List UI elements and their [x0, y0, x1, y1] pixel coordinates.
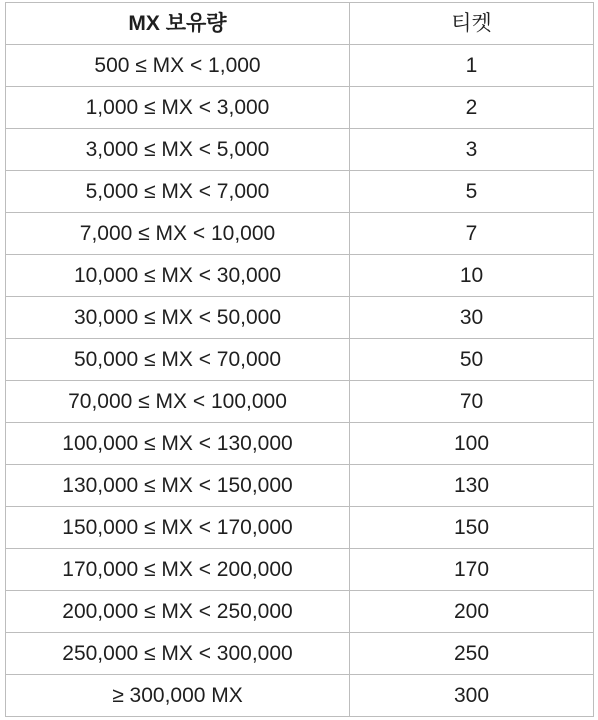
ticket-count-cell: 50 [350, 339, 594, 381]
mx-range-cell: 3,000 ≤ MX < 5,000 [6, 129, 350, 171]
table-row [6, 507, 594, 549]
ticket-count-cell: 200 [350, 591, 594, 633]
mx-range-cell: 30,000 ≤ MX < 50,000 [6, 297, 350, 339]
ticket-table-container [5, 2, 593, 717]
mx-range-cell: 5,000 ≤ MX < 7,000 [6, 171, 350, 213]
table-row [6, 129, 594, 171]
mx-range-cell: 200,000 ≤ MX < 250,000 [6, 591, 350, 633]
ticket-count-cell: 130 [350, 465, 594, 507]
mx-range-cell: 7,000 ≤ MX < 10,000 [6, 213, 350, 255]
ticket-count-cell: 150 [350, 507, 594, 549]
table-row [6, 675, 594, 717]
ticket-count-cell: 7 [350, 213, 594, 255]
ticket-count-cell: 250 [350, 633, 594, 675]
mx-range-cell: 250,000 ≤ MX < 300,000 [6, 633, 350, 675]
mx-range-cell: 170,000 ≤ MX < 200,000 [6, 549, 350, 591]
header-mx-holdings: MX 보유량 [6, 3, 350, 45]
ticket-count-cell: 170 [350, 549, 594, 591]
ticket-count-cell: 3 [350, 129, 594, 171]
table-row [6, 213, 594, 255]
mx-range-cell: 150,000 ≤ MX < 170,000 [6, 507, 350, 549]
mx-range-cell: 10,000 ≤ MX < 30,000 [6, 255, 350, 297]
mx-range-cell: 70,000 ≤ MX < 100,000 [6, 381, 350, 423]
mx-range-cell: ≥ 300,000 MX [6, 675, 350, 717]
ticket-count-cell: 100 [350, 423, 594, 465]
table-row [6, 423, 594, 465]
table-header-row [6, 3, 594, 45]
ticket-count-cell: 1 [350, 45, 594, 87]
header-tickets: 티켓 [350, 3, 594, 45]
mx-range-cell: 100,000 ≤ MX < 130,000 [6, 423, 350, 465]
table-row [6, 297, 594, 339]
ticket-count-cell: 300 [350, 675, 594, 717]
ticket-count-cell: 2 [350, 87, 594, 129]
table-row [6, 87, 594, 129]
mx-range-cell: 1,000 ≤ MX < 3,000 [6, 87, 350, 129]
table-row [6, 381, 594, 423]
table-row [6, 45, 594, 87]
table-row [6, 591, 594, 633]
mx-range-cell: 50,000 ≤ MX < 70,000 [6, 339, 350, 381]
ticket-count-cell: 5 [350, 171, 594, 213]
mx-range-cell: 500 ≤ MX < 1,000 [6, 45, 350, 87]
table-row [6, 465, 594, 507]
ticket-count-cell: 70 [350, 381, 594, 423]
table-row [6, 633, 594, 675]
mx-ticket-table [5, 2, 594, 717]
table-row [6, 339, 594, 381]
mx-range-cell: 130,000 ≤ MX < 150,000 [6, 465, 350, 507]
table-row [6, 171, 594, 213]
table-row [6, 549, 594, 591]
ticket-count-cell: 10 [350, 255, 594, 297]
table-row [6, 255, 594, 297]
ticket-count-cell: 30 [350, 297, 594, 339]
